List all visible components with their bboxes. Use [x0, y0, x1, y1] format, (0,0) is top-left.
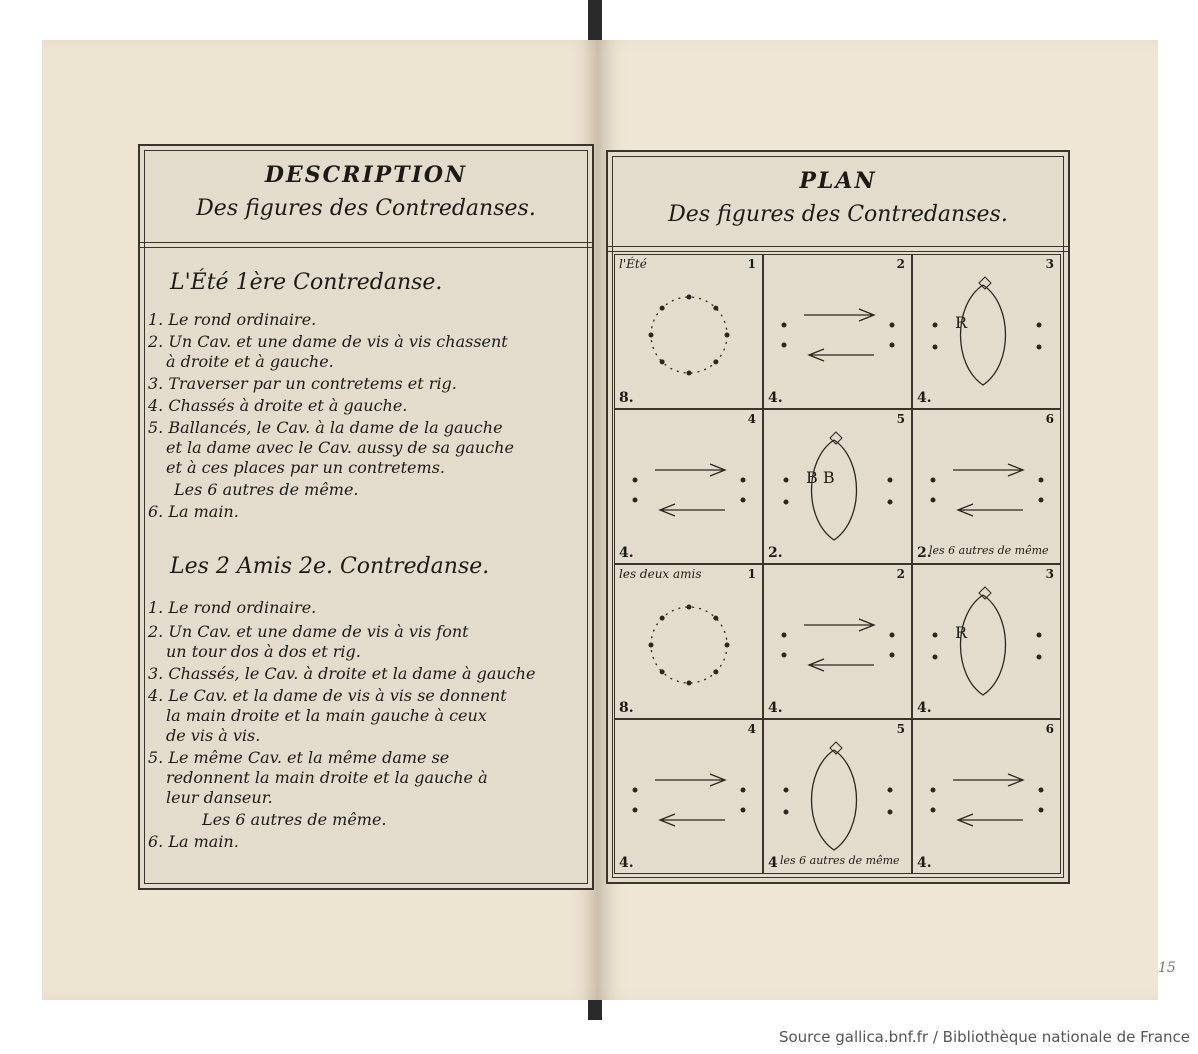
dance-figure-drawing — [913, 410, 1062, 565]
cell-count: 4. — [619, 545, 634, 561]
cell-letter: B B — [806, 468, 835, 487]
cell-count: 4. — [768, 700, 783, 716]
spine-top — [588, 0, 602, 40]
figure-cell — [763, 409, 912, 564]
cell-label: l'Été — [619, 257, 647, 271]
dance-figure-drawing — [615, 565, 764, 720]
desc-line: leur danseur. — [166, 788, 273, 807]
section-title-1: L'Été 1ère Contredanse. — [170, 270, 443, 295]
desc-line: 2. Un Cav. et une dame de vis à vis chassent — [148, 332, 508, 351]
header-divider-2 — [140, 247, 592, 248]
figure-cell — [614, 254, 763, 409]
plan-title: PLAN — [799, 168, 877, 194]
cell-number: 6 — [1045, 412, 1054, 426]
cell-letter: R — [955, 313, 968, 332]
dance-figure-drawing — [913, 255, 1062, 410]
cell-note: les 6 autres de même — [929, 544, 1049, 557]
cell-count: 4 — [768, 855, 778, 871]
cell-number: 3 — [1045, 257, 1054, 271]
dance-figure-drawing — [764, 720, 913, 875]
cell-count: 4. — [917, 855, 932, 871]
cell-count: 2. — [917, 545, 932, 561]
cell-count: 4. — [768, 390, 783, 406]
dance-figure-drawing — [913, 565, 1062, 720]
figure-cell — [912, 564, 1061, 719]
figure-cell — [912, 409, 1061, 564]
figure-cell — [912, 254, 1061, 409]
figure-cell — [763, 254, 912, 409]
desc-line: 5. Le même Cav. et la même dame se — [148, 748, 450, 767]
desc-line: 1. Le rond ordinaire. — [148, 310, 317, 329]
figure-cell — [614, 564, 763, 719]
cell-count: 4. — [917, 700, 932, 716]
figure-grid — [614, 254, 1062, 874]
dance-figure-drawing — [615, 410, 764, 565]
dance-figure-drawing — [913, 720, 1062, 875]
figure-cell — [763, 719, 912, 874]
dance-figure-drawing — [764, 565, 913, 720]
plan-subtitle: Des figures des Contredanses. — [668, 202, 1008, 227]
cell-number: 3 — [1045, 567, 1054, 581]
desc-line: 3. Chassés, le Cav. à droite et la dame à gauche — [148, 664, 536, 683]
cell-count: 2. — [768, 545, 783, 561]
cell-count: 4. — [917, 390, 932, 406]
cell-label: les deux amis — [619, 567, 702, 581]
desc-line: 1. Le rond ordinaire. — [148, 598, 317, 617]
plan-plate — [606, 150, 1070, 884]
desc-line: 6. La main. — [148, 502, 239, 521]
desc-line: et à ces places par un contretems. — [166, 458, 445, 477]
source-credit: Source gallica.bnf.fr / Bibliothèque nationale de France — [778, 1028, 1190, 1046]
page-number: 15 — [1158, 960, 1176, 976]
figure-cell — [912, 719, 1061, 874]
description-plate — [138, 144, 594, 890]
header-divider — [608, 246, 1068, 247]
spine-bottom — [588, 1000, 602, 1020]
description-subtitle: Des figures des Contredanses. — [196, 196, 536, 221]
cell-count: 8. — [619, 390, 634, 406]
description-title: DESCRIPTION — [264, 162, 468, 188]
cell-number: 5 — [896, 722, 905, 736]
dance-figure-drawing — [615, 255, 764, 410]
desc-line: et la dame avec le Cav. aussy de sa gauche — [166, 438, 514, 457]
desc-line: 3. Traverser par un contretems et rig. — [148, 374, 457, 393]
desc-line: redonnent la main droite et la gauche à — [166, 768, 488, 787]
desc-line: la main droite et la main gauche à ceux — [166, 706, 487, 725]
dance-figure-drawing — [764, 410, 913, 565]
cell-letter: R — [955, 623, 968, 642]
dance-figure-drawing — [764, 255, 913, 410]
cell-number: 6 — [1045, 722, 1054, 736]
cell-number: 5 — [896, 412, 905, 426]
cell-note: les 6 autres de même — [780, 854, 900, 867]
cell-number: 4 — [747, 412, 756, 426]
desc-line: un tour dos à dos et rig. — [166, 642, 361, 661]
figure-cell — [614, 719, 763, 874]
desc-line: Les 6 autres de même. — [202, 810, 387, 829]
desc-line: de vis à vis. — [166, 726, 261, 745]
cell-number: 2 — [896, 257, 905, 271]
cell-number: 2 — [896, 567, 905, 581]
section-title-2: Les 2 Amis 2e. Contredanse. — [170, 554, 490, 579]
dance-figure-drawing — [615, 720, 764, 875]
header-divider — [140, 242, 592, 243]
header-divider-2 — [608, 251, 1068, 252]
desc-line: à droite et à gauche. — [166, 352, 334, 371]
figure-cell — [763, 564, 912, 719]
cell-number: 1 — [747, 257, 756, 271]
cell-count: 8. — [619, 700, 634, 716]
cell-number: 1 — [747, 567, 756, 581]
desc-line: Les 6 autres de même. — [174, 480, 359, 499]
cell-count: 4. — [619, 855, 634, 871]
cell-number: 4 — [747, 722, 756, 736]
desc-line: 2. Un Cav. et une dame de vis à vis font — [148, 622, 469, 641]
desc-line: 4. Chassés à droite et à gauche. — [148, 396, 408, 415]
figure-cell — [614, 409, 763, 564]
desc-line: 5. Ballancés, le Cav. à la dame de la gauche — [148, 418, 503, 437]
desc-line: 6. La main. — [148, 832, 239, 851]
desc-line: 4. Le Cav. et la dame de vis à vis se donnent — [148, 686, 507, 705]
